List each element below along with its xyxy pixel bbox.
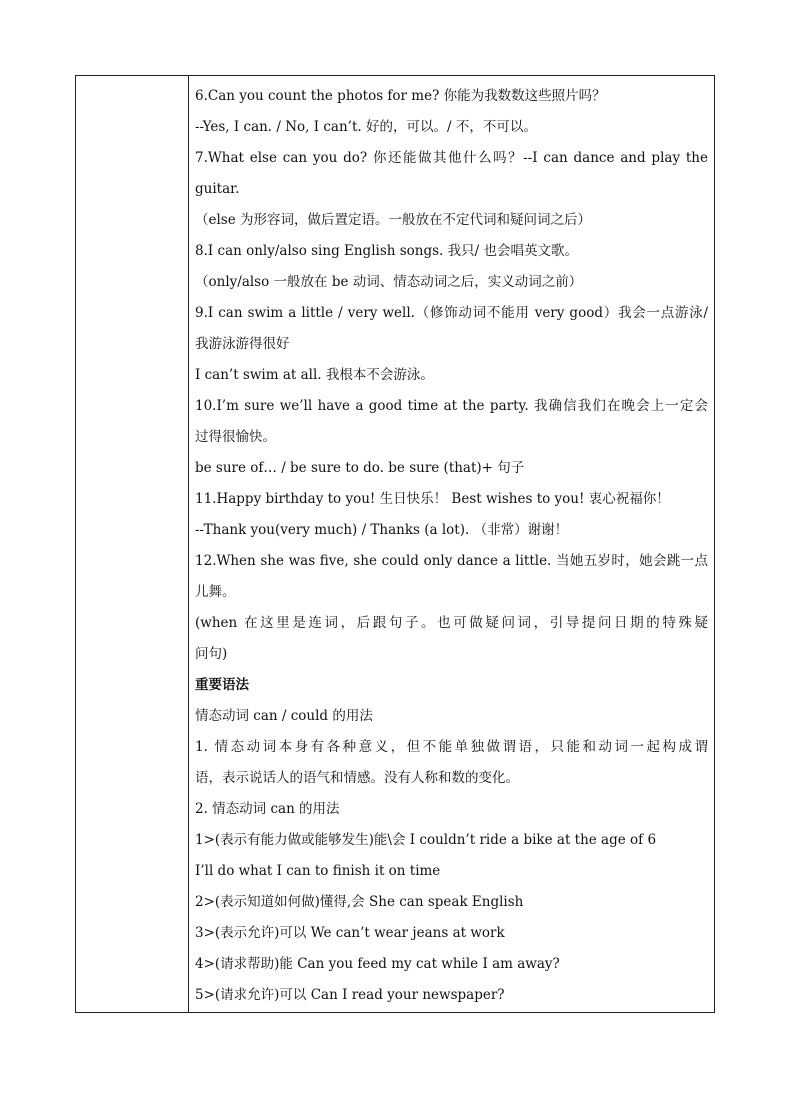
text-line: I’ll do what I can to finish it on time [195, 863, 441, 879]
text-line: 2. 情态动词 can 的用法 [195, 801, 340, 817]
text-line: 11.Happy birthday to you! 生日快乐！ Best wishes to you! 衷心祝福你！ [195, 491, 670, 507]
text-line: 问句) [195, 646, 228, 662]
text-line: 1>(表示有能力做或能够发生)能\会 I couldn’t ride a bike at the age of 6 [195, 832, 657, 848]
text-line: 语，表示说话人的语气和情感。没有人称和数的变化。 [195, 770, 519, 786]
text-line: 儿舞。 [195, 584, 236, 600]
text-line: guitar. [195, 181, 240, 197]
section-heading: 重要语法 [195, 677, 249, 693]
text-line: be sure of… / be sure to do. be sure (that)+ 句子 [195, 460, 525, 476]
text-line: I can’t swim at all. 我根本不会游泳。 [195, 367, 434, 383]
text-line: （only/also 一般放在 be 动词、情态动词之后，实义动词之前） [195, 274, 583, 290]
table-left-column [76, 76, 189, 1012]
text-line: 情态动词 can / could 的用法 [195, 708, 373, 724]
content-table [75, 75, 715, 1013]
text-line: 2>(表示知道如何做)懂得,会 She can speak English [195, 894, 524, 910]
text-line: 过得很愉快。 [195, 429, 276, 445]
text-line: --Thank you(very much) / Thanks (a lot). （非常）谢谢！ [195, 522, 569, 538]
text-line: 7.What else can you do? 你还能做其他什么吗？--I can dance and play the [195, 150, 708, 166]
text-line: 4>(请求帮助)能 Can you feed my cat while I am away? [195, 956, 560, 972]
text-line: 8.I can only/also sing English songs. 我只/ 也会唱英文歌。 [195, 243, 578, 259]
text-line: (when 在这里是连词，后跟句子。也可做疑问词，引导提问日期的特殊疑 [195, 615, 708, 631]
text-line: （else 为形容词，做后置定语。一般放在不定代词和疑问词之后） [195, 212, 592, 228]
table-right-column [189, 76, 714, 1012]
text-line: 1. 情态动词本身有各种意义，但不能单独做谓语，只能和动词一起构成谓 [195, 739, 708, 755]
text-line: 5>(请求允许)可以 Can I read your newspaper? [195, 987, 505, 1003]
text-line: --Yes, I can. / No, I can’t. 好的，可以。/ 不，不可以。 [195, 119, 537, 135]
text-line: 3>(表示允许)可以 We can’t wear jeans at work [195, 925, 505, 941]
text-line: 12.When she was five, she could only dance a little. 当她五岁时，她会跳一点 [195, 553, 708, 569]
text-line: 我游泳游得很好 [195, 336, 290, 352]
text-line: 9.I can swim a little / very well.（修饰动词不能用 very good）我会一点游泳/ [195, 305, 708, 321]
text-line: 6.Can you count the photos for me? 你能为我数数这些照片吗？ [195, 88, 606, 104]
text-line: 10.I’m sure we’ll have a good time at the party. 我确信我们在晚会上一定会 [195, 398, 708, 414]
